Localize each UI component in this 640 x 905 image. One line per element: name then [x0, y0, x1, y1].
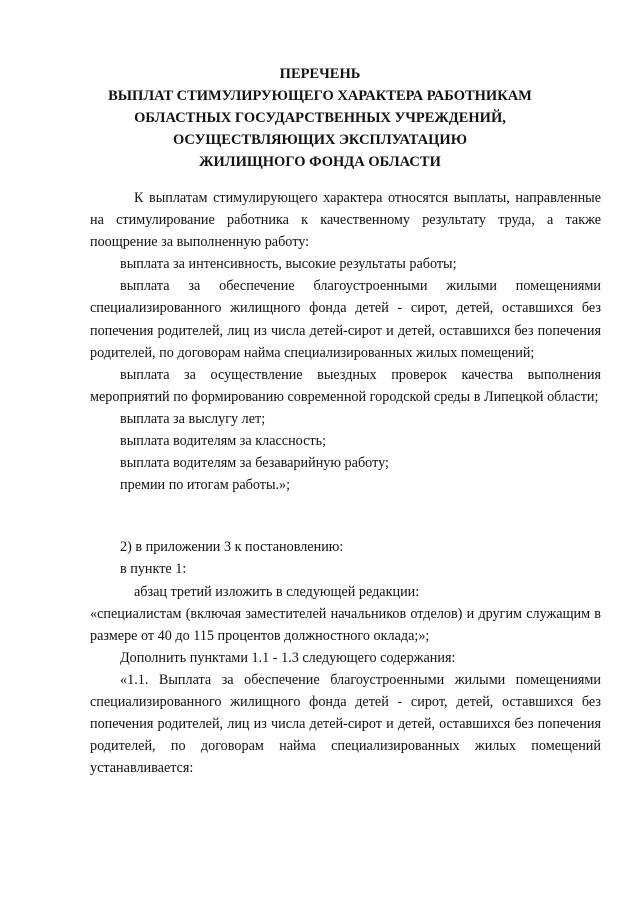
paragraph-amendment: Дополнить пунктами 1.1 - 1.3 следующего содержания:: [120, 649, 456, 666]
paragraph-item: премии по итогам работы.»;: [120, 477, 291, 494]
paragraph-amendment: 2) в приложении 3 к постановлению:: [120, 539, 344, 556]
paragraph-item: выплата за осуществление выездных проверок качества выполнения мероприятий по формированию современной городской среды в Липецкой области;: [90, 366, 601, 405]
heading-line-4: ОСУЩЕСТВЛЯЮЩИХ ЭКСПЛУАТАЦИЮ: [172, 132, 468, 148]
paragraph-item: выплата водителям за безаварийную работу;: [120, 455, 389, 472]
paragraph-intro: К выплатам стимулирующего характера относятся выплаты, направленные на стимулирование работника к качественному результату труда, а также поощрение за выполненную работу:: [90, 190, 601, 251]
paragraph-quote: «1.1. Выплата за обеспечение благоустроенными жилыми помещениями специализированного жилищного фонда детей - сирот, детей, оставшихся без попечения родителей, лиц из числа детей-сирот и детей, оставшихся без попечения родителей, по договорам найма специализированных жилых помещений устанавливается:: [90, 671, 601, 777]
heading-line-5: ЖИЛИЩНОГО ФОНДА ОБЛАСТИ: [199, 154, 441, 170]
paragraph-item: выплата за выслугу лет;: [120, 410, 266, 427]
paragraph-amendment: абзац третий изложить в следующей редакции:: [134, 583, 420, 600]
paragraph-item: выплата за интенсивность, высокие результаты работы;: [120, 256, 457, 273]
heading-line-1: ПЕРЕЧЕНЬ: [279, 66, 361, 82]
document-body: [90, 187, 601, 779]
document-heading: [0, 63, 640, 173]
heading-line-3: ОБЛАСТНЫХ ГОСУДАРСТВЕННЫХ УЧРЕЖДЕНИЙ,: [134, 110, 506, 126]
paragraph-amendment: в пункте 1:: [120, 561, 187, 578]
heading-line-2: ВЫПЛАТ СТИМУЛИРУЮЩЕГО ХАРАКТЕРА РАБОТНИКАМ: [108, 88, 532, 104]
paragraph-quote: «специалистам (включая заместителей начальников отделов) и другим служащим в размере от 40 до 115 процентов должностного оклада;»;: [90, 605, 601, 644]
paragraph-spacer: [90, 496, 601, 536]
paragraph-item: выплата за обеспечение благоустроенными жилыми помещениями специализированного жилищного фонда детей - сирот, детей, оставшихся без попечения родителей, лиц из числа детей-сирот и детей, оставшихся без попечения родителей, по договорам найма специализированных жилых помещений;: [90, 278, 601, 361]
paragraph-item: выплата водителям за классность;: [120, 433, 327, 450]
